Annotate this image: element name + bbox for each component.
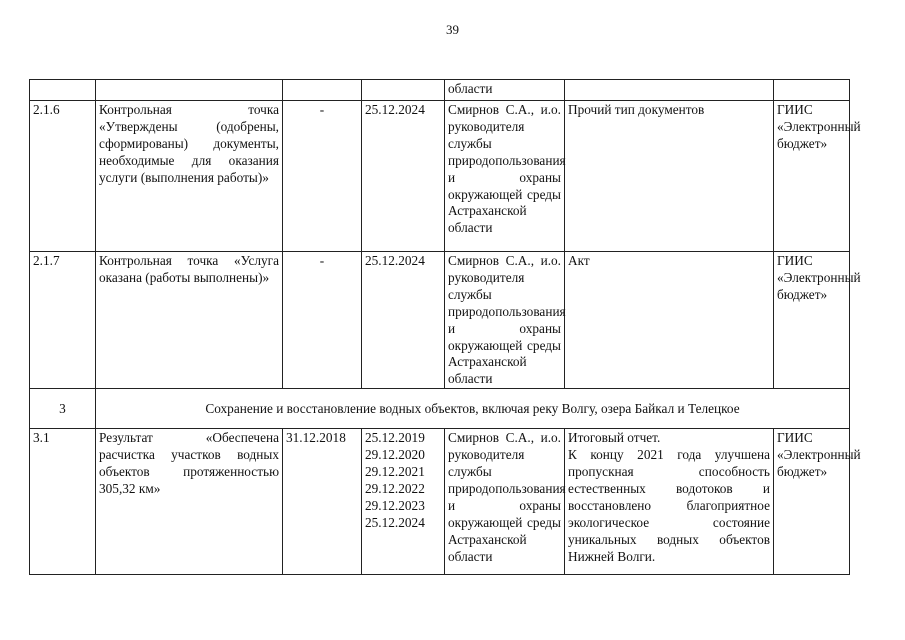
table-row xyxy=(30,101,850,252)
page-number: 39 xyxy=(446,22,459,37)
row-result: Прочий тип документов xyxy=(565,101,774,252)
row-name: Контрольная точка «Услуга оказана (работы выполнены)» xyxy=(96,252,283,389)
row-result xyxy=(565,429,774,575)
row-start-date: - xyxy=(283,252,362,389)
table-row xyxy=(30,429,850,575)
row-name: Контрольная точка «Утверждены (одобрены, сформированы) документы, необходимые для оказания услуги (выполнения работы)» xyxy=(96,101,283,252)
row-number: 2.1.6 xyxy=(30,101,96,252)
cell-end xyxy=(362,80,445,101)
section-row xyxy=(30,389,850,429)
cell-responsible: области xyxy=(445,80,565,101)
result-title: Итоговый отчет. xyxy=(568,430,661,446)
section-title: Сохранение и восстановление водных объектов, включая реку Волгу, озера Байкал и Телецкое xyxy=(96,389,850,429)
row-responsible: Смирнов С.А., и.о. руководителя службы природопользования и охраны окружающей среды Астраханской области xyxy=(445,101,565,252)
row-start-date: 31.12.2018 xyxy=(283,429,362,575)
cell-start xyxy=(283,80,362,101)
row-system: ГИИС «Электронный бюджет» xyxy=(774,429,850,575)
result-text: К концу 2021 года улучшена пропускная способность естественных водотоков и восстановлено благоприятное экологическое состояние уникальных водных объектов Нижней Волги. xyxy=(568,447,770,564)
section-number: 3 xyxy=(30,389,96,429)
date-item: 25.12.2024 xyxy=(365,514,425,530)
row-number: 3.1 xyxy=(30,429,96,575)
row-name: Результат «Обеспечена расчистка участков водных объектов протяженностью 305,32 км» xyxy=(96,429,283,575)
cell-result xyxy=(565,80,774,101)
cell-num xyxy=(30,80,96,101)
date-item: 29.12.2021 xyxy=(365,464,425,480)
table-row xyxy=(30,252,850,389)
row-dates-list xyxy=(362,429,445,575)
row-start-date: - xyxy=(283,101,362,252)
activity-table xyxy=(29,79,861,575)
row-result: Акт xyxy=(565,252,774,389)
row-end-date: 25.12.2024 xyxy=(362,252,445,389)
date-item: 29.12.2023 xyxy=(365,497,425,513)
row-system: ГИИС «Электронный бюджет» xyxy=(774,101,850,252)
row-system: ГИИС «Электронный бюджет» xyxy=(774,252,850,389)
continuation-row xyxy=(30,80,850,101)
date-item: 29.12.2022 xyxy=(365,480,425,496)
cell-system xyxy=(774,80,850,101)
date-item: 29.12.2020 xyxy=(365,447,425,463)
date-item: 25.12.2019 xyxy=(365,430,425,446)
row-responsible: Смирнов С.А., и.о. руководителя службы природопользования и охраны окружающей среды Астраханской области xyxy=(445,429,565,575)
row-end-date: 25.12.2024 xyxy=(362,101,445,252)
row-number: 2.1.7 xyxy=(30,252,96,389)
cell-name xyxy=(96,80,283,101)
row-responsible: Смирнов С.А., и.о. руководителя службы природопользования и охраны окружающей среды Астраханской области xyxy=(445,252,565,389)
